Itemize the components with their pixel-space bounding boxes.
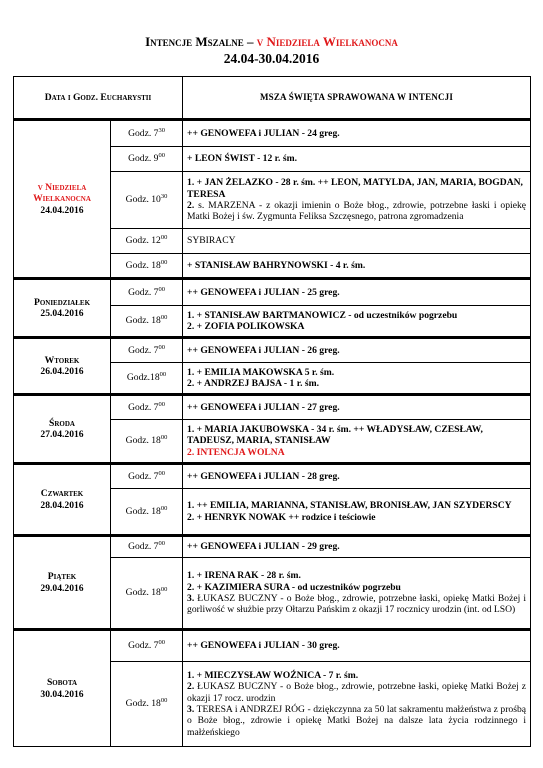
time-hour: 10 bbox=[151, 194, 161, 206]
time-prefix: Godz. bbox=[125, 698, 152, 710]
mass-time bbox=[111, 630, 183, 662]
mass-time bbox=[111, 489, 183, 536]
intention-line bbox=[187, 367, 526, 378]
mass-intention bbox=[183, 172, 531, 229]
mass-intention bbox=[183, 395, 531, 420]
day-name: Czwartek bbox=[40, 488, 84, 499]
time-prefix: Godz. bbox=[128, 640, 154, 652]
time-minutes: 00 bbox=[158, 285, 165, 293]
time-prefix: Godz. bbox=[125, 194, 152, 206]
mass-intention bbox=[183, 254, 531, 279]
intention-number: 3. bbox=[187, 704, 195, 715]
intention-line bbox=[187, 177, 526, 200]
mass-time bbox=[111, 279, 183, 306]
time-prefix: Godz. bbox=[125, 435, 152, 447]
mass-intention bbox=[183, 464, 531, 489]
mass-intention bbox=[183, 420, 531, 464]
time-minutes: 00 bbox=[160, 234, 168, 242]
time-minutes: 00 bbox=[158, 400, 165, 408]
time-minutes: 00 bbox=[160, 586, 168, 594]
mass-time bbox=[111, 395, 183, 420]
time-minutes: 00 bbox=[158, 152, 165, 160]
mass-intention bbox=[183, 662, 531, 747]
table-row bbox=[14, 120, 531, 147]
time-hour: 7 bbox=[153, 286, 159, 298]
day-name: Wtorek bbox=[44, 354, 80, 366]
time-minutes: 00 bbox=[160, 314, 168, 322]
time-hour: 7 bbox=[153, 344, 159, 356]
intention-number: 2. bbox=[187, 200, 195, 211]
mass-intention bbox=[183, 229, 531, 254]
time-minutes: 00 bbox=[158, 343, 165, 351]
intention-text: ++ GENOWEFA i JULIAN - 24 greg. bbox=[187, 127, 340, 139]
day-name: Poniedziałek bbox=[33, 296, 91, 308]
intention-number: 3. bbox=[187, 593, 195, 604]
time-minutes: 30 bbox=[158, 126, 165, 134]
day-cell bbox=[14, 338, 111, 395]
mass-intention bbox=[183, 338, 531, 363]
time-minutes: 00 bbox=[160, 504, 168, 512]
time-minutes: 00 bbox=[160, 697, 168, 705]
time-minutes: 00 bbox=[160, 434, 168, 442]
table-row bbox=[14, 464, 531, 489]
time-hour: 7 bbox=[153, 541, 159, 553]
intention-text: ++ GENOWEFA i JULIAN - 27 greg. bbox=[187, 401, 340, 413]
time-hour: 18 bbox=[151, 698, 161, 710]
title-prefix: Intencje Mszalne – bbox=[145, 34, 257, 49]
table-row bbox=[14, 630, 531, 662]
intention-text: 1. + MARIA JAKUBOWSKA - 34 r. śm. ++ WŁADYSŁAW, CZESŁAW, TADEUSZ, MARIA, STANISŁAW bbox=[187, 424, 483, 447]
table-row bbox=[14, 536, 531, 558]
time-minutes: 30 bbox=[160, 193, 168, 201]
time-prefix: Godz. bbox=[128, 153, 154, 165]
intention-line bbox=[187, 582, 526, 593]
time-prefix: Godz. bbox=[128, 127, 154, 139]
time-hour: 12 bbox=[151, 235, 161, 247]
mass-time bbox=[111, 338, 183, 363]
intention-text: 2. + KAZIMIERA SURA - od uczestników pogrzebu bbox=[187, 581, 401, 593]
mass-intention bbox=[183, 363, 531, 395]
mass-time bbox=[111, 120, 183, 147]
mass-intention bbox=[183, 630, 531, 662]
time-prefix: Godz. bbox=[126, 372, 151, 384]
day-cell bbox=[14, 630, 111, 747]
intention-line bbox=[187, 200, 526, 223]
mass-intention bbox=[183, 489, 531, 536]
time-hour: 18 bbox=[150, 372, 160, 384]
day-date: 30.04.2016 bbox=[40, 688, 84, 700]
intention-line bbox=[187, 681, 526, 704]
intention-line bbox=[187, 471, 526, 482]
intention-line bbox=[187, 512, 526, 523]
time-prefix: Godz. bbox=[125, 505, 152, 517]
day-date: 24.04.2016 bbox=[40, 204, 84, 216]
time-prefix: Godz. bbox=[128, 470, 154, 482]
time-prefix: Godz. bbox=[125, 587, 152, 599]
mass-time bbox=[111, 147, 183, 172]
table-row bbox=[14, 338, 531, 363]
intention-line bbox=[187, 287, 526, 298]
day-cell bbox=[14, 279, 111, 338]
mass-time bbox=[111, 229, 183, 254]
intention-text: 1. ++ EMILIA, MARIANNA, STANISŁAW, BRONISŁAW, JAN SZYDERSCY bbox=[187, 500, 512, 512]
mass-intention bbox=[183, 279, 531, 306]
mass-time bbox=[111, 254, 183, 279]
intention-text: 1. + EMILIA MAKOWSKA 5 r. śm. bbox=[187, 366, 335, 378]
intention-text: 1. + IRENA RAK - 28 r. śm. bbox=[187, 570, 301, 582]
mass-time bbox=[111, 662, 183, 747]
intention-text: 1. + JAN ŻELAZKO - 28 r. śm. ++ LEON, MATYLDA, JAN, MARIA, BOGDAN, TERESA bbox=[187, 177, 523, 200]
date-range: 24.04-30.04.2016 bbox=[223, 51, 320, 66]
day-cell bbox=[14, 120, 111, 279]
intention-line bbox=[187, 235, 526, 246]
intention-line bbox=[187, 500, 526, 511]
time-hour: 18 bbox=[151, 315, 161, 327]
time-hour: 7 bbox=[153, 127, 159, 139]
intention-text: SYBIRACY bbox=[187, 235, 236, 247]
time-prefix: Godz. bbox=[128, 286, 154, 298]
day-name: Środa bbox=[49, 417, 75, 429]
time-prefix: Godz. bbox=[125, 259, 152, 271]
intention-line bbox=[187, 670, 526, 681]
intention-line bbox=[187, 402, 526, 413]
intention-text: ŁUKASZ BUCZNY - o Boże błog., zdrowie, potrzebne łaski, opiekę Matki Bożej z okazji 17 rocz. urodzin bbox=[187, 681, 527, 704]
intention-text: + STANISŁAW BAHRYNOWSKI - 4 r. śm. bbox=[187, 259, 366, 271]
intention-line bbox=[187, 640, 526, 651]
intention-text: ++ GENOWEFA i JULIAN - 29 greg. bbox=[187, 541, 340, 553]
intention-text: 2. + ANDRZEJ BAJSA - 1 r. śm. bbox=[187, 378, 319, 389]
intention-text: TERESA i ANDRZEJ RÓG - dziękczynna za 50 lat sakramentu małżeństwa z prośbą o Boże błog., zdrowie i opiekę Matki Bożej na dalsze lata życia rodzinnego i małżeńskiego bbox=[187, 704, 527, 738]
intention-text: s. MARZENA - z okazji imienin o Boże błog., zdrowie, potrzebne łaski i opiekę Matki Bożej i św. Zygmunta Feliksa Szczęsnego, patrona zgromadzenia bbox=[187, 200, 527, 223]
intention-text: + LEON ŚWIST - 12 r. śm. bbox=[187, 153, 297, 165]
day-name: Sobota bbox=[46, 677, 78, 688]
col-date-header: Data i Godz. Eucharystii bbox=[14, 77, 183, 120]
intention-line bbox=[187, 593, 526, 616]
time-minutes: 00 bbox=[158, 540, 165, 548]
intention-line bbox=[187, 321, 526, 332]
intention-text: ++ GENOWEFA i JULIAN - 28 greg. bbox=[187, 470, 340, 482]
time-hour: 18 bbox=[151, 587, 161, 599]
time-prefix: Godz. bbox=[128, 401, 154, 413]
day-date: 28.04.2016 bbox=[40, 499, 84, 511]
time-minutes: 00 bbox=[159, 371, 167, 379]
intentions-table bbox=[13, 76, 531, 747]
mass-time bbox=[111, 420, 183, 464]
mass-intention bbox=[183, 147, 531, 172]
time-hour: 7 bbox=[153, 401, 159, 413]
time-prefix: Godz. bbox=[125, 315, 152, 327]
mass-time bbox=[111, 172, 183, 229]
intention-line bbox=[187, 704, 526, 738]
mass-time bbox=[111, 464, 183, 489]
time-hour: 7 bbox=[153, 470, 159, 482]
intention-text: ŁUKASZ BUCZNY - o Boże błog., zdrowie, potrzebne łaski, opiekę Matki Bożej i gorliwość w służbie przy Ołtarzu Pańskim z okazji 17 rocznicy urodzin (int. od LSO) bbox=[187, 593, 527, 616]
intention-number: 2. bbox=[187, 681, 195, 693]
table-row bbox=[14, 395, 531, 420]
intention-text: ++ GENOWEFA i JULIAN - 26 greg. bbox=[187, 344, 340, 356]
intention-text: 2. INTENCJA WOLNA bbox=[187, 446, 285, 458]
intention-line bbox=[187, 570, 526, 581]
intention-line bbox=[187, 260, 526, 271]
intention-line bbox=[187, 541, 526, 552]
mass-intention bbox=[183, 120, 531, 147]
time-prefix: Godz. bbox=[128, 344, 154, 356]
mass-time bbox=[111, 306, 183, 338]
intention-text: 1. + STANISŁAW BARTMANOWICZ - od uczestników pogrzebu bbox=[187, 309, 458, 321]
intention-line bbox=[187, 153, 526, 164]
intention-text: 1. + MIECZYSŁAW WOŹNICA - 7 r. śm. bbox=[187, 670, 359, 682]
day-date: 26.04.2016 bbox=[40, 366, 84, 377]
time-hour: 7 bbox=[153, 640, 159, 652]
day-date: 25.04.2016 bbox=[40, 308, 84, 319]
day-name: v Niedziela Wielkanocna bbox=[33, 181, 91, 205]
time-hour: 18 bbox=[151, 505, 161, 517]
intention-text: ++ GENOWEFA i JULIAN - 25 greg. bbox=[187, 286, 340, 298]
intention-line bbox=[187, 128, 526, 139]
day-cell bbox=[14, 536, 111, 630]
time-prefix: Godz. bbox=[125, 235, 152, 247]
intention-line bbox=[187, 345, 526, 356]
intention-line bbox=[187, 310, 526, 321]
page-title bbox=[0, 34, 543, 50]
time-minutes: 00 bbox=[158, 469, 165, 477]
time-minutes: 00 bbox=[160, 258, 168, 266]
time-hour: 9 bbox=[153, 153, 159, 165]
time-minutes: 00 bbox=[158, 639, 165, 647]
intention-text: 2. + ZOFIA POLIKOWSKA bbox=[187, 321, 305, 332]
intention-line bbox=[187, 378, 526, 389]
intention-line bbox=[187, 447, 526, 458]
day-name: Piątek bbox=[47, 571, 77, 582]
day-date: 27.04.2016 bbox=[40, 429, 84, 440]
intention-text: ++ GENOWEFA i JULIAN - 30 greg. bbox=[187, 640, 340, 652]
time-hour: 18 bbox=[151, 259, 161, 271]
title-highlight: v Niedziela Wielkanocna bbox=[256, 34, 398, 49]
mass-time bbox=[111, 558, 183, 630]
mass-intention bbox=[183, 536, 531, 558]
day-date: 29.04.2016 bbox=[40, 582, 84, 594]
mass-time bbox=[111, 363, 183, 395]
mass-time bbox=[111, 536, 183, 558]
day-cell bbox=[14, 395, 111, 464]
intention-line bbox=[187, 424, 526, 447]
mass-intention bbox=[183, 306, 531, 338]
mass-intention bbox=[183, 558, 531, 630]
time-prefix: Godz. bbox=[128, 541, 154, 553]
day-cell bbox=[14, 464, 111, 536]
table-row bbox=[14, 279, 531, 306]
col-intention-header: MSZA ŚWIĘTA SPRAWOWANA W INTENCJI bbox=[183, 77, 531, 120]
table-header-row bbox=[14, 77, 531, 120]
intention-text: 2. + HENRYK NOWAK ++ rodzice i teściowie bbox=[187, 511, 376, 523]
time-hour: 18 bbox=[151, 435, 161, 447]
